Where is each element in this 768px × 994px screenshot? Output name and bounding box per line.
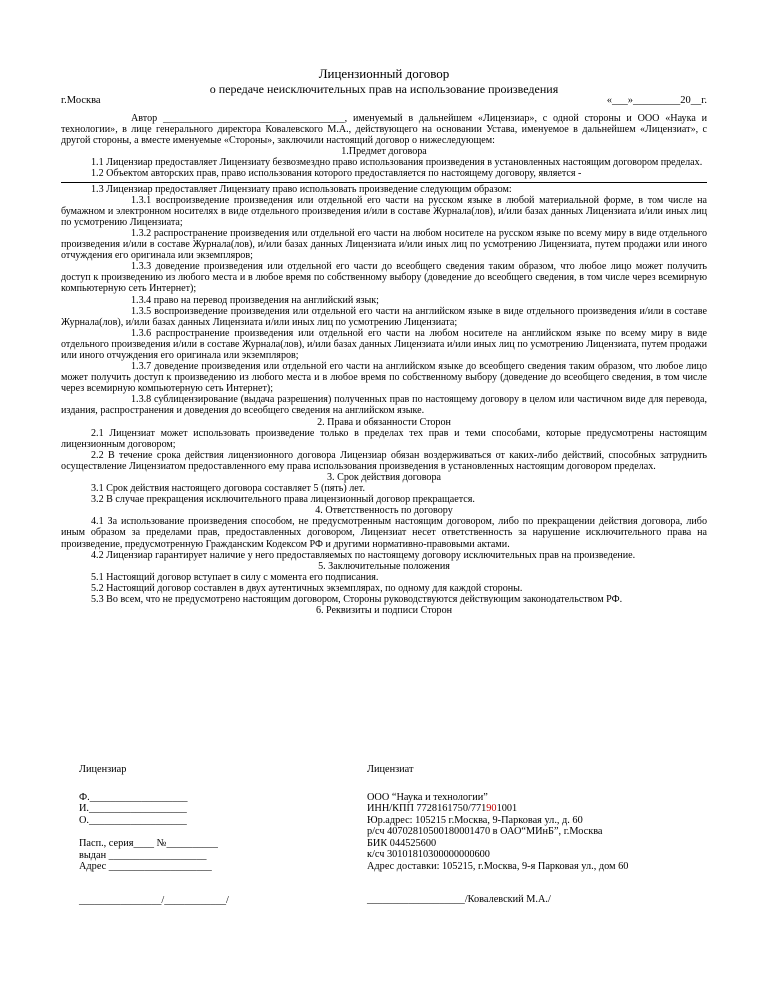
- clause-1-1: 1.1 Лицензиар предоставляет Лицензиату безвозмездно право использования произведения в установленных настоящим договором пределах.: [91, 157, 703, 169]
- licensee-signature-line[interactable]: ___________________/Ковалевский М.А./: [367, 894, 551, 905]
- licensee-legal-address: Юр.адрес: 105215 г.Москва, 9-Парковая ул., д. 60: [367, 814, 583, 826]
- licensor-title: Лицензиар: [79, 764, 127, 775]
- section-2-heading: 2. Права и обязанности Сторон: [317, 416, 451, 428]
- clause-4-1: 4.1 За использование произведения способом, не предусмотренным настоящим договором, либо по прекращении действия договора, либо иным образом за пределами прав, предоставленных договором, Лицензиат несет ответственность за нарушение исключительного права на произведение, предусмотренную Гражданским Кодексом РФ и другими нормативно-правовыми актами.: [61, 516, 707, 550]
- clause-2-1: 2.1 Лицензиат может использовать произведение только в пределах тех прав и теми способами, которые предусмотрены настоящим лицензионным договором;: [61, 427, 707, 450]
- inn-kpp-tail: 1001: [496, 803, 518, 814]
- document-subtitle: о передаче неисключительных прав на использование произведения: [209, 82, 559, 96]
- inn-kpp-highlight: 90: [486, 803, 497, 814]
- clause-1-3-7: 1.3.7 доведение произведения или отдельной его части на английском языке до всеобщего сведения таким образом, что любое лицо может получить доступ к произведению из любого места и в любое время по собственному выбору (доведение до всеобщего сведения, в том числе через всемирную компьютерную сеть Интернет);: [61, 361, 707, 395]
- licensor-passport-field[interactable]: Пасп., серия____ №__________: [79, 838, 218, 849]
- licensee-corr-account: к/сч 30101810300000000600: [367, 849, 490, 860]
- contract-document: [61, 66, 707, 616]
- licensor-name-field[interactable]: И.___________________: [79, 803, 187, 814]
- licensee-delivery-address: Адрес доставки: 105215, г.Москва, 9-я Парковая ул., дом 60: [367, 860, 629, 872]
- licensee-account: р/сч 40702810500180001470 в ОАО“МИнБ”, г.Москва: [367, 826, 603, 837]
- licensor-signature-line[interactable]: ________________/____________/: [79, 894, 229, 906]
- clause-5-1: 5.1 Настоящий договор вступает в силу с момента его подписания.: [91, 571, 379, 583]
- blank-line: [61, 180, 707, 183]
- clause-1-3-6: 1.3.6 распространение произведения или отдельной его части на любом носителе на английском языке по всему миру в виде отдельного произведения и/или в составе Журнала(лов), и/или базах данных Лицензиата и/или иных лиц по усмотрению Лицензиата, путем продажи или иного отчуждения его оригинала или экземпляров;: [61, 327, 707, 361]
- licensor-column: [79, 764, 329, 906]
- clause-1-3-5: 1.3.5 воспроизведение произведения или отдельной его части на английском языке в виде отдельного произведения и/или в составе Журнала(лов), и/или базах данных Лицензиата и/или иных лиц по усмотрению Лицензиата;: [61, 305, 707, 328]
- licensee-column: [367, 764, 707, 906]
- licensee-org-name: ООО “Наука и технологии”: [367, 791, 488, 803]
- clause-1-3: 1.3 Лицензиар предоставляет Лицензиату право использовать произведение следующим образом:: [91, 183, 512, 195]
- clause-1-3-3: 1.3.3 доведение произведения или отдельной его части до всеобщего сведения таким образом, что любое лицо может получить доступ к произведению из любого места и в любое время по собственному выбору (доведение до всеобщего сведения, в том числе через всемирную компьютерную сеть Интернет);: [61, 261, 707, 295]
- licensee-inn-kpp: [367, 803, 707, 815]
- clause-3-2: 3.2 В случае прекращения исключительного права лицензионный договор прекращается.: [91, 494, 475, 506]
- licensor-patronymic-field[interactable]: О.___________________: [79, 814, 187, 826]
- licensor-surname-field[interactable]: Ф.___________________: [79, 791, 188, 803]
- section-4-heading: 4. Ответственность по договору: [315, 505, 453, 517]
- clause-2-2: 2.2 В течение срока действия лицензионного договора Лицензиар обязан воздерживаться от каких-либо действий, способных затруднить осуществление Лицензиатом предоставленного ему права использования произведения в установленных настоящим договором пределах.: [61, 449, 707, 472]
- section-5-heading: 5. Заключительные положения: [318, 560, 450, 572]
- intro-paragraph: Автор ____________________________________, именуемый в дальнейшем «Лицензиар», с одной стороны и ООО «Наука и технологии», в лице генерального директора Ковалевского М.А., действующего на основании Устава, именуемое в дальнейшем «Лицензиат», с другой стороны, а вместе именуемые «Стороны», заключили настоящий договор о нижеследующем:: [61, 113, 707, 147]
- clause-1-3-8: 1.3.8 сублицензирование (выдача разрешения) полученных прав по настоящему договору в целом или частичном виде для перевода, издания, распространения и доведения до всеобщего сведения на английском языке.: [61, 394, 707, 417]
- clause-3-1: 3.1 Срок действия настоящего договора составляет 5 (пять) лет.: [91, 483, 365, 495]
- clause-4-2: 4.2 Лицензиар гарантирует наличие у него предоставляемых по настоящему договору исключительных прав на произведение.: [91, 549, 636, 561]
- section-6-heading: 6. Реквизиты и подписи Сторон: [315, 605, 453, 617]
- section-3-heading: 3. Срок действия договора: [327, 472, 441, 483]
- city: г.Москва: [61, 95, 101, 106]
- document-title: Лицензионный договор: [318, 66, 450, 81]
- licensee-title: Лицензиат: [367, 764, 414, 775]
- clause-1-2: 1.2 Объектом авторских прав, право использования которого предоставляется по настоящему договору, является -: [91, 168, 582, 180]
- city-date-line: [61, 95, 707, 107]
- licensor-issued-field[interactable]: выдан ___________________: [79, 849, 207, 861]
- contract-date: «___»_________20__г.: [606, 95, 707, 106]
- clause-5-3: 5.3 Во всем, что не предусмотрено настоящим договором, Стороны руководствуются действующим законодательством РФ.: [91, 594, 623, 606]
- clause-1-3-4: 1.3.4 право на перевод произведения на английский язык;: [131, 294, 379, 306]
- section-1-heading: 1.Предмет договора: [341, 146, 427, 158]
- inn-kpp-part: ИНН/КПП 7728161750/771: [367, 803, 487, 814]
- clause-1-3-1: 1.3.1 воспроизведение произведения или отдельной его части на русском языке в любой материальной форме, в том числе на бумажном и электронном носителях в виде отдельного произведения и/или в составе Журнала(лов), и/или базах данных Лицензиата и/или иных лиц по усмотрению Лицензиата;: [61, 194, 707, 228]
- clause-5-2: 5.2 Настоящий договор составлен в двух аутентичных экземплярах, по одному для каждой стороны.: [91, 582, 523, 594]
- clause-1-3-2: 1.3.2 распространение произведения или отдельной его части на любом носителе на русском языке по всему миру в виде отдельного произведения и/или в составе Журнала(лов), и/или базах данных Лицензиата и/или иных лиц по усмотрению Лицензиата, путем продажи или иного отчуждения его оригинала или экземпляров;: [61, 227, 707, 262]
- licensor-address-field[interactable]: Адрес ____________________: [79, 861, 212, 872]
- licensee-bik: БИК 044525600: [367, 837, 437, 849]
